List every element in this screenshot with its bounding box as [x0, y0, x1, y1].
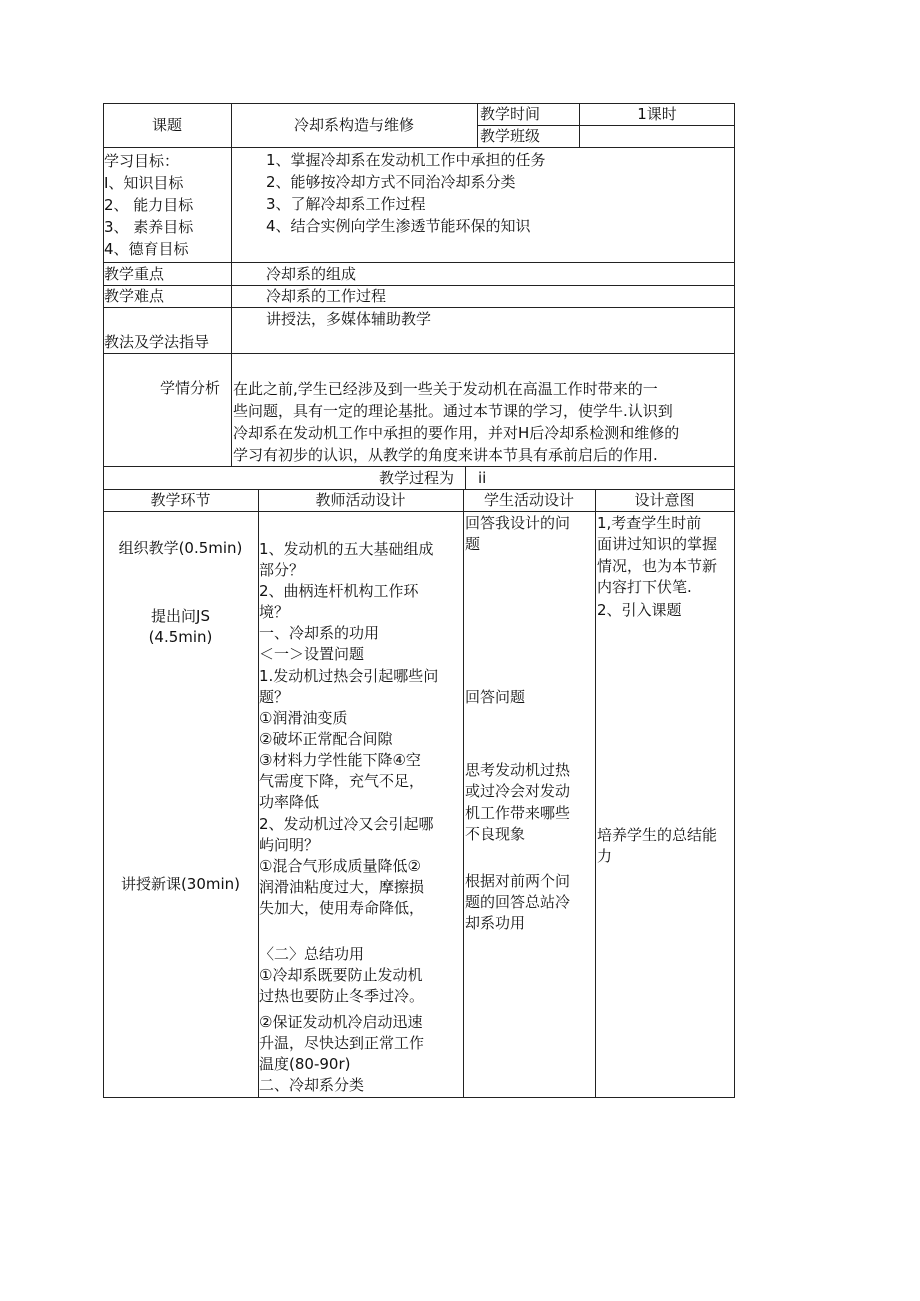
column-header-stage: 教学环节: [150, 491, 211, 509]
teacher-line: 一、冷却系的功用: [259, 624, 380, 642]
analysis-line: 些问题，具有一定的理论基批。通过本节课的学习，使学牛.认识到: [233, 402, 673, 420]
table-border-right: [734, 103, 735, 1097]
intent-line: 培养学生的总结能: [597, 826, 718, 844]
key-point-value: 冷却系的组成: [266, 265, 357, 283]
student-line: 不良现象: [465, 825, 526, 843]
objectives-label-line: 3、 素养目标: [104, 218, 194, 236]
intent-line: 面讲过知识的掌握: [597, 535, 718, 553]
teacher-line: ③材料力学性能下降④空: [259, 751, 421, 769]
teacher-line: ①润滑油变质: [259, 709, 348, 727]
teacher-line: 题？: [259, 688, 290, 706]
objectives-label-line: 2、 能力目标: [104, 196, 194, 214]
row-divider: [103, 262, 735, 263]
teacher-line: 温度(80-90r): [259, 1055, 351, 1073]
analysis-line: 冷却系在发动机工作中承担的要作用，并对H后冷却系检测和维修的: [233, 424, 680, 442]
row-divider: [103, 285, 735, 286]
student-line: 却系功用: [465, 914, 526, 932]
teacher-line: 1、发动机的五大基础组成: [259, 540, 434, 558]
teacher-line: 二、冷却系分类: [259, 1076, 365, 1094]
analysis-line: 在此之前,学生已经涉及到一些关于发动机在高温工作时带来的一: [233, 380, 658, 398]
teacher-line: 升温，尽快达到正常工作: [259, 1034, 425, 1052]
stage-question: 提出问JS: [151, 607, 210, 625]
teaching-time-label: 教学时间: [480, 105, 541, 123]
analysis-line: 学习有初步的认识，从教学的角度来讲本节具有承前启后的作用.: [233, 446, 658, 464]
objectives-label-line: I、知识目标: [104, 174, 184, 192]
student-line: 思考发动机过热: [465, 761, 571, 779]
method-label: 教法及学法指导: [104, 333, 210, 351]
student-line: 题的回答总站冷: [465, 893, 571, 911]
topic-label: 课题: [151, 116, 182, 134]
intent-line: 力: [597, 847, 613, 865]
process-title: 教学过程为: [379, 469, 455, 487]
student-line: 机工作带来哪些: [465, 804, 571, 822]
column-header-teacher: 教师活动设计: [315, 491, 406, 509]
teacher-line: ＜一＞设置问题: [259, 645, 365, 663]
student-line: 回答问题: [465, 688, 526, 706]
row-divider: [103, 353, 735, 354]
teacher-line: ①混合气形成质量降低②: [259, 857, 421, 875]
objective-item: 3、了解冷却系工作过程: [266, 195, 426, 213]
analysis-label: 学情分析: [160, 379, 221, 397]
method-value: 讲授法，多媒体辅助教学: [266, 310, 432, 328]
column-divider: [463, 489, 464, 1097]
teacher-line: ②破坏正常配合间隙: [259, 730, 393, 748]
column-header-student: 学生活动设计: [483, 491, 574, 509]
row-divider: [103, 466, 735, 467]
stage-new-lesson: 讲授新课(30min): [120, 875, 241, 893]
difficult-point-value: 冷却系的工作过程: [266, 287, 387, 305]
student-line: 根据对前两个问: [465, 872, 571, 890]
stage-organize: 组织教学(0.5min): [118, 539, 243, 557]
intent-line: 内容打下伏笔.: [597, 578, 692, 596]
row-divider: [103, 307, 735, 308]
teacher-line: ①冷却系既要防止发动机: [259, 966, 423, 984]
column-divider: [465, 467, 466, 489]
objective-item: 4、结合实例向学生渗透节能环保的知识: [266, 217, 531, 235]
teacher-line: 2、曲柄连杆机构工作环: [259, 582, 419, 600]
key-point-label: 教学重点: [104, 265, 165, 283]
teaching-class-label: 教学班级: [480, 127, 541, 145]
process-title-suffix: ii: [478, 469, 487, 487]
topic-value: 冷却系构造与维修: [293, 116, 414, 134]
column-header-intent: 设计意图: [634, 491, 695, 509]
column-divider: [595, 489, 596, 1097]
intent-line: 情况，也为本节新: [597, 557, 718, 575]
row-divider: [103, 147, 735, 148]
intent-line: 2、引入课题: [597, 601, 682, 619]
teacher-line: 部分？: [259, 561, 305, 579]
teacher-line: 气需度下降，充气不足，: [259, 772, 425, 790]
teaching-time-value: 1课时: [637, 105, 677, 123]
teacher-line: 过热也要防止冬季过冷。: [259, 987, 425, 1005]
row-divider: [103, 511, 735, 512]
intent-line: 1,考查学生时前: [597, 514, 702, 532]
student-line: 回答我设计的问: [465, 514, 571, 532]
teacher-line: 润滑油粘度过大，摩擦损: [259, 878, 425, 896]
student-line: 或过冷会对发动: [465, 782, 571, 800]
objective-item: 1、掌握冷却系在发动机工作中承担的任务: [266, 151, 546, 169]
stage-question-duration: (4.5min): [148, 628, 213, 646]
student-line: 题: [465, 535, 481, 553]
difficult-point-label: 教学难点: [104, 287, 165, 305]
objective-item: 2、能够按冷却方式不同治冷却系分类: [266, 173, 516, 191]
teacher-line: 失加大，使用寿命降低，: [259, 899, 425, 917]
teacher-line: 〈二〉总结功用: [259, 945, 365, 963]
teacher-line: ②保证发动机冷启动迅速: [259, 1013, 423, 1031]
teacher-line: 功率降低: [259, 793, 320, 811]
teacher-line: 境？: [259, 603, 290, 621]
teacher-line: 屿问明？: [259, 836, 320, 854]
objectives-label-line: 学习目标：: [104, 152, 180, 170]
teacher-line: 1.发动机过热会引起哪些问: [259, 667, 439, 685]
table-border-bottom: [103, 1097, 735, 1098]
teacher-line: 2、发动机过冷又会引起哪: [259, 815, 434, 833]
objectives-label-line: 4、德育目标: [104, 240, 189, 258]
